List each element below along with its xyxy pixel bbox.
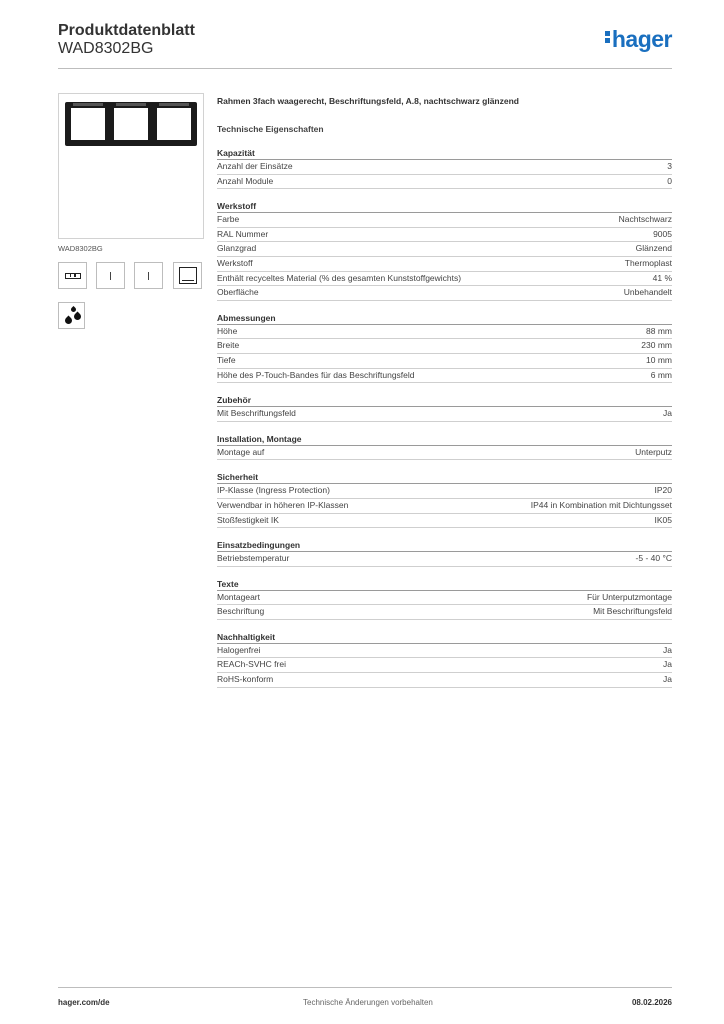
section-title: Texte [217, 579, 672, 591]
property-label: Tiefe [217, 354, 236, 365]
property-value: Ja [663, 674, 672, 685]
property-row [217, 644, 672, 659]
property-label: Halogenfrei [217, 644, 261, 655]
three-gang-frame-illustration [65, 102, 197, 146]
single-vertical-line-icon [134, 262, 163, 289]
property-row [217, 514, 672, 529]
single-vertical-line-icon [96, 262, 125, 289]
hager-logo [605, 26, 672, 53]
property-value: Ja [663, 659, 672, 670]
property-value: Unbehandelt [623, 287, 672, 298]
property-label: Beschriftung [217, 606, 265, 617]
footer-notice: Technische Änderungen vorbehalten [303, 998, 433, 1007]
section-title: Kapazität [217, 148, 672, 160]
property-value: 6 mm [650, 369, 672, 380]
property-value: 230 mm [641, 340, 672, 351]
property-value: Nachtschwarz [618, 214, 672, 225]
section-title: Werkstoff [217, 201, 672, 213]
property-label: Mit Beschriftungsfeld [217, 408, 296, 419]
section-title: Einsatzbedingungen [217, 540, 672, 552]
property-label: Glanzgrad [217, 243, 257, 254]
property-value: -5 - 40 °C [635, 553, 672, 564]
property-row [217, 228, 672, 243]
property-value: 0 [667, 175, 672, 186]
section-title: Sicherheit [217, 472, 672, 484]
property-section [217, 201, 672, 301]
property-value: Mit Beschriftungsfeld [593, 606, 672, 617]
property-row [217, 407, 672, 422]
property-label: Montage auf [217, 446, 265, 457]
property-row [217, 552, 672, 567]
property-label: IP-Klasse (Ingress Protection) [217, 485, 330, 496]
image-caption: WAD8302BG [58, 244, 103, 253]
property-label: Anzahl der Einsätze [217, 161, 293, 171]
product-description: Rahmen 3fach waagerecht, Beschriftungsfeld, A.8, nachtschwarz glänzend [217, 96, 519, 106]
property-row [217, 673, 672, 688]
property-row [217, 605, 672, 620]
property-row [217, 484, 672, 499]
section-title: Zubehör [217, 395, 672, 407]
section-title: Nachhaltigkeit [217, 632, 672, 644]
product-image [58, 93, 204, 239]
property-row [217, 175, 672, 190]
property-label: Verwendbar in höheren IP-Klassen [217, 499, 349, 510]
property-section [217, 148, 672, 189]
property-row [217, 272, 672, 287]
property-section [217, 472, 672, 528]
page-footer [58, 987, 672, 1008]
property-row [217, 325, 672, 340]
property-label: Montageart [217, 591, 260, 602]
property-row [217, 354, 672, 369]
product-code: WAD8302BG [58, 40, 154, 57]
property-section [217, 434, 672, 461]
property-label: Stoßfestigkeit IK [217, 514, 279, 525]
property-label: Breite [217, 340, 240, 351]
property-label: Farbe [217, 214, 240, 225]
property-label: Werkstoff [217, 257, 253, 268]
property-value: 9005 [653, 228, 672, 239]
property-label: RAL Nummer [217, 228, 269, 239]
property-row [217, 213, 672, 228]
product-content [217, 96, 672, 700]
property-label: Höhe des P-Touch-Bandes für das Beschriftungsfeld [217, 369, 415, 380]
property-row [217, 591, 672, 606]
water-drops-icon [58, 302, 85, 329]
property-row [217, 257, 672, 272]
property-value: 88 mm [646, 325, 672, 336]
property-value: Glänzend [635, 243, 672, 254]
property-value: Unterputz [635, 446, 672, 457]
property-label: REACh-SVHC frei [217, 659, 286, 670]
property-row [217, 242, 672, 257]
property-section [217, 313, 672, 383]
property-value: 10 mm [646, 354, 672, 365]
three-module-frame-icon [58, 262, 87, 289]
property-section [217, 579, 672, 620]
document-title: Produktdatenblatt [58, 22, 195, 39]
property-row [217, 658, 672, 673]
section-title: Abmessungen [217, 313, 672, 325]
logo-text: hager [611, 26, 672, 52]
section-title: Installation, Montage [217, 434, 672, 446]
property-label: Anzahl Module [217, 175, 274, 186]
property-value: IP44 in Kombination mit Dichtungsset [530, 499, 672, 510]
property-value: 41 % [652, 272, 672, 283]
property-row [217, 286, 672, 301]
property-row [217, 446, 672, 461]
property-sections [217, 148, 672, 688]
logo-dots-icon [605, 29, 611, 45]
property-value: IK05 [654, 514, 672, 525]
property-value: Thermoplast [624, 257, 672, 268]
property-label: RoHS-konform [217, 674, 274, 685]
page-header [58, 22, 672, 69]
property-section [217, 540, 672, 567]
property-value: Ja [663, 408, 672, 419]
property-value: 3 [667, 161, 672, 171]
property-value: Ja [663, 644, 672, 655]
property-row [217, 499, 672, 514]
property-section [217, 632, 672, 688]
footer-website: hager.com/de [58, 998, 110, 1007]
property-row [217, 339, 672, 354]
property-label: Betriebstemperatur [217, 553, 290, 564]
label-field-icon [173, 262, 202, 289]
property-value: Für Unterputzmontage [586, 591, 672, 602]
technical-properties-title: Technische Eigenschaften [217, 124, 324, 134]
property-label: Oberfläche [217, 287, 259, 298]
property-row [217, 369, 672, 384]
property-value: IP20 [654, 485, 672, 496]
property-row [217, 160, 672, 175]
property-label: Höhe [217, 325, 238, 336]
property-section [217, 395, 672, 422]
footer-date: 08.02.2026 [631, 998, 672, 1007]
property-label: Enthält recyceltes Material (% des gesamten Kunststoffgewichts) [217, 272, 462, 283]
